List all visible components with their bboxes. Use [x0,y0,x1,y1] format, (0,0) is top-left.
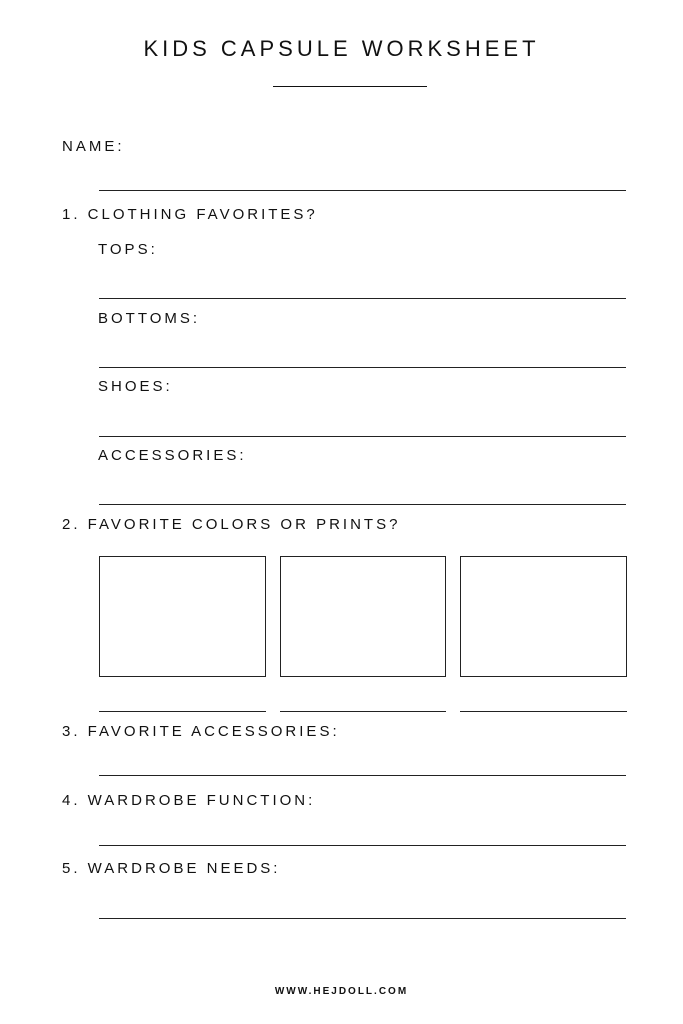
color-swatch-box-3[interactable] [460,556,627,677]
page-title: KIDS CAPSULE WORKSHEET [143,36,540,61]
bottoms-label: BOTTOMS: [98,310,201,327]
color-swatch-line-1[interactable] [99,711,266,712]
q5-answer-line[interactable] [99,918,626,919]
accessories-label: ACCESSORIES: [98,447,247,464]
q4-label: 4. WARDROBE FUNCTION: [62,792,316,809]
footer-url: WWW.HEJDOLL.COM [274,986,409,997]
title-underline [273,86,427,87]
tops-label: TOPS: [98,241,158,258]
color-swatch-line-3[interactable] [460,711,627,712]
color-swatch-line-2[interactable] [280,711,446,712]
q3-label: 3. FAVORITE ACCESSORIES: [62,723,340,740]
q4-answer-line[interactable] [99,845,626,846]
accessories-answer-line[interactable] [99,504,626,505]
color-swatch-box-1[interactable] [99,556,266,677]
q2-label: 2. FAVORITE COLORS OR PRINTS? [62,516,401,533]
shoes-answer-line[interactable] [99,436,626,437]
name-label: NAME: [62,138,125,155]
color-swatch-box-2[interactable] [280,556,446,677]
tops-answer-line[interactable] [99,298,626,299]
name-answer-line[interactable] [99,190,626,191]
bottoms-answer-line[interactable] [99,367,626,368]
q3-answer-line[interactable] [99,775,626,776]
q1-label: 1. CLOTHING FAVORITES? [62,206,318,223]
shoes-label: SHOES: [98,378,173,395]
q5-label: 5. WARDROBE NEEDS: [62,860,281,877]
